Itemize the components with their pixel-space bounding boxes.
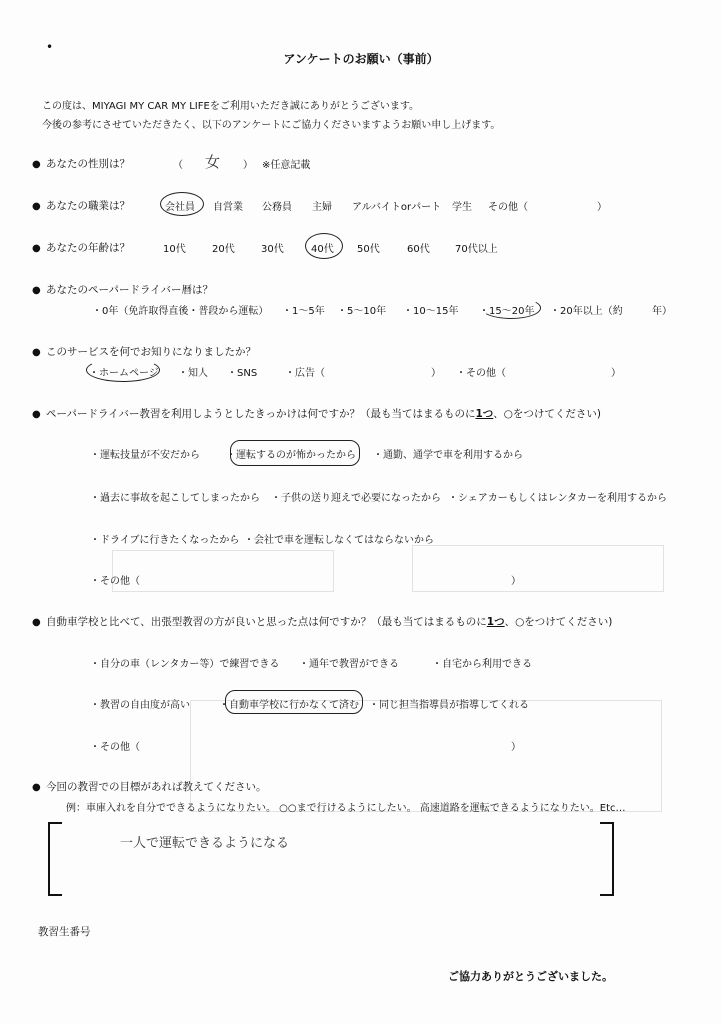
merit-option-freedom[interactable]: ・教習の自由度が高い bbox=[90, 700, 190, 711]
question-source bbox=[32, 344, 256, 359]
paper-option-20-plus[interactable]: ・20年以上（約 bbox=[550, 306, 623, 317]
age-option-30s[interactable]: 30代 bbox=[261, 244, 284, 255]
age-option-60s[interactable]: 60代 bbox=[407, 244, 430, 255]
source-option-ad[interactable]: ・広告（ bbox=[285, 368, 325, 379]
bullet-icon: ● bbox=[32, 159, 41, 170]
job-option-company[interactable]: 会社員 bbox=[165, 202, 195, 213]
question-merit-emphasis: 1つ bbox=[486, 616, 505, 628]
reason-option-skill[interactable]: ・運転技量が不安だから bbox=[90, 450, 200, 461]
question-merit bbox=[32, 614, 612, 629]
job-option-homemaker[interactable]: 主婦 bbox=[312, 202, 332, 213]
age-selected-circle bbox=[305, 233, 343, 259]
question-reason-emphasis: 1つ bbox=[475, 408, 494, 420]
reason-option-kids[interactable]: ・子供の送り迎えで必要になったから bbox=[271, 493, 441, 504]
reason-other-close: ） bbox=[511, 576, 521, 587]
question-age bbox=[32, 240, 130, 255]
question-gender-label: あなたの性別は？ bbox=[46, 158, 130, 170]
reason-option-share-car[interactable]: ・シェアカーもしくはレンタカーを利用するから bbox=[448, 493, 668, 504]
bullet-icon: ● bbox=[32, 782, 41, 793]
reason-option-commute[interactable]: ・通勤、通学で車を利用するから bbox=[373, 450, 523, 461]
goal-example: 例：車庫入れを自分でできるようになりたい。 ○○まで行けるようにしたい。 高速道路を運転できるようになりたい。Etc… bbox=[66, 803, 626, 814]
question-paper-driver-label: あなたのペーパードライバー暦は？ bbox=[46, 284, 213, 296]
student-number-label: 教習生番号 bbox=[38, 926, 91, 938]
merit-option-from-home[interactable]: ・自宅から利用できる bbox=[432, 659, 532, 670]
merit-option-other[interactable]: ・その他（ bbox=[90, 742, 140, 753]
bullet-icon: ● bbox=[32, 201, 41, 212]
question-paper-driver bbox=[32, 282, 213, 297]
question-goal-label: 今回の教習での目標があれば教えてください。 bbox=[46, 781, 267, 793]
merit-option-same-instructor[interactable]: ・同じ担当指導員が指導してくれる bbox=[369, 700, 529, 711]
show-through-box-right bbox=[412, 545, 664, 592]
bullet-icon: ● bbox=[32, 347, 41, 358]
gender-open-paren: （ bbox=[173, 160, 183, 171]
gender-note: ※任意記載 bbox=[262, 160, 311, 171]
goal-box-right-bracket bbox=[600, 822, 614, 896]
source-other-close: ） bbox=[611, 368, 621, 379]
reason-option-accident[interactable]: ・過去に事故を起こしてしまったから bbox=[90, 493, 260, 504]
gender-close-paren: ） bbox=[243, 160, 253, 171]
merit-selected-circle bbox=[225, 690, 363, 714]
merit-option-no-school[interactable]: ・自動車学校に行かなくて済む bbox=[219, 700, 359, 711]
job-option-civil-servant[interactable]: 公務員 bbox=[262, 202, 292, 213]
show-through-box-lower bbox=[190, 700, 662, 812]
question-merit-tail: 、○をつけてください) bbox=[504, 616, 613, 628]
reason-option-other[interactable]: ・その他（ bbox=[90, 576, 140, 587]
question-merit-label: 自動車学校と比べて、出張型教習の方が良いと思った点は何ですか？（最も当てはまるものに bbox=[46, 616, 487, 628]
bullet-icon: ● bbox=[32, 243, 41, 254]
source-selected-mark bbox=[86, 358, 160, 382]
source-option-homepage[interactable]: ・ホームページ bbox=[89, 368, 159, 379]
paper-option-15-20[interactable]: ・15～20年 bbox=[479, 306, 535, 317]
paper-option-0[interactable]: ・0年（免許取得直後・普段から運転） bbox=[92, 306, 269, 317]
paper-years-close: 年） bbox=[652, 306, 672, 317]
source-option-other[interactable]: ・その他（ bbox=[456, 368, 506, 379]
goal-answer[interactable]: 一人で運転できるようになる bbox=[120, 836, 290, 851]
job-option-student[interactable]: 学生 bbox=[452, 202, 472, 213]
job-selected-circle bbox=[160, 192, 204, 216]
merit-other-close: ） bbox=[511, 742, 521, 753]
paper-option-10-15[interactable]: ・10～15年 bbox=[403, 306, 459, 317]
bullet-icon: ● bbox=[32, 409, 41, 420]
reason-option-scared[interactable]: ・運転するのが怖かったから bbox=[226, 450, 356, 461]
question-gender bbox=[32, 156, 130, 171]
job-option-part-time[interactable]: アルバイトorパート bbox=[352, 202, 442, 213]
intro-line-2: 今後の参考にさせていただきたく、以下のアンケートにご協力くださいますようお願い申し上げます。 bbox=[42, 120, 501, 131]
page-title: アンケートのお願い（事前） bbox=[283, 52, 439, 66]
age-option-20s[interactable]: 20代 bbox=[212, 244, 235, 255]
question-job-label: あなたの職業は？ bbox=[46, 200, 130, 212]
goal-box-left-bracket bbox=[48, 822, 62, 896]
intro-line-1: この度は、MIYAGI MY CAR MY LIFEをご利用いただき誠にありがとうございます。 bbox=[42, 101, 420, 112]
job-option-other[interactable]: その他（ bbox=[488, 202, 528, 213]
source-ad-close: ） bbox=[431, 368, 441, 379]
reason-option-drive[interactable]: ・ドライブに行きたくなったから bbox=[90, 535, 240, 546]
merit-option-own-car[interactable]: ・自分の車（レンタカー等）で練習できる bbox=[90, 659, 280, 670]
question-reason bbox=[32, 406, 601, 421]
reason-option-work[interactable]: ・会社で車を運転しなくてはならないから bbox=[244, 535, 434, 546]
job-other-close: ） bbox=[597, 202, 607, 213]
merit-option-year-round[interactable]: ・通年で教習ができる bbox=[299, 659, 399, 670]
age-option-10s[interactable]: 10代 bbox=[163, 244, 186, 255]
paper-option-1-5[interactable]: ・1～5年 bbox=[282, 306, 325, 317]
bullet-icon: ● bbox=[32, 285, 41, 296]
paper-option-5-10[interactable]: ・5～10年 bbox=[337, 306, 387, 317]
paper-selected-mark bbox=[481, 297, 541, 319]
reason-selected-circle bbox=[230, 440, 360, 466]
thanks-message: ご協力ありがとうございました。 bbox=[448, 970, 613, 983]
age-option-50s[interactable]: 50代 bbox=[357, 244, 380, 255]
question-job bbox=[32, 198, 130, 213]
question-source-label: このサービスを何でお知りになりましたか？ bbox=[46, 346, 256, 358]
question-goal bbox=[32, 779, 267, 794]
question-age-label: あなたの年齢は？ bbox=[46, 242, 130, 254]
scan-speck: • bbox=[46, 40, 54, 54]
age-option-70s-plus[interactable]: 70代以上 bbox=[455, 244, 498, 255]
source-option-acquaintance[interactable]: ・知人 bbox=[178, 368, 208, 379]
show-through-box-left bbox=[112, 550, 334, 592]
gender-answer[interactable]: 女 bbox=[205, 153, 221, 171]
bullet-icon: ● bbox=[32, 617, 41, 628]
job-option-self-employed[interactable]: 自営業 bbox=[213, 202, 243, 213]
question-reason-label: ペーパードライバー教習を利用しようとしたきっかけは何ですか？（最も当てはまるものに bbox=[46, 408, 476, 420]
source-option-sns[interactable]: ・SNS bbox=[227, 368, 258, 379]
age-option-40s[interactable]: 40代 bbox=[311, 244, 334, 255]
question-reason-tail: 、○をつけてください) bbox=[493, 408, 602, 420]
